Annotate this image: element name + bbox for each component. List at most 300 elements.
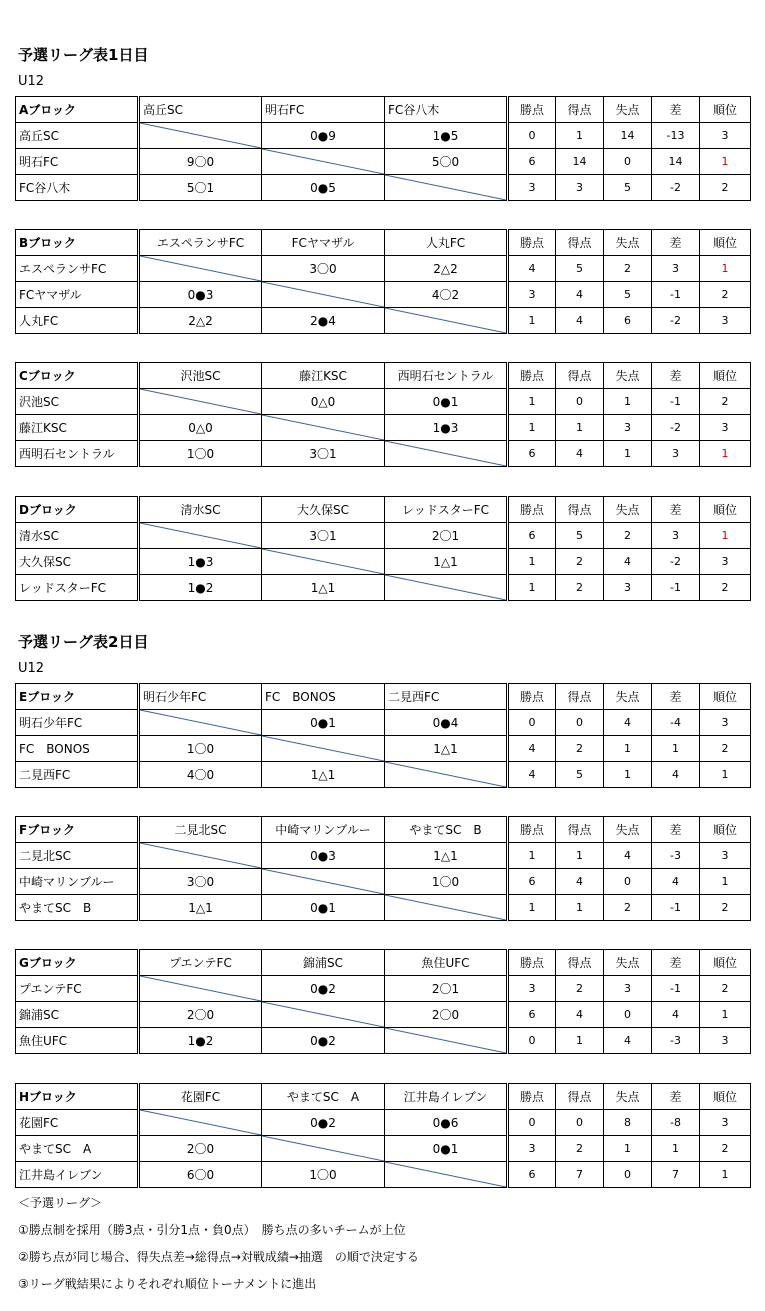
column-team-header: 大久保SC: [262, 497, 385, 523]
match-score: 0●5: [262, 175, 385, 201]
stat-header: 差: [652, 684, 700, 710]
diagonal-cell: [262, 149, 385, 175]
column-team-header: 江井島イレブン: [385, 1084, 508, 1110]
diagonal-line: [140, 710, 261, 735]
rank-cell: 1: [700, 149, 751, 175]
match-score: 1●5: [385, 123, 508, 149]
goals-for-cell: 2: [556, 575, 604, 601]
diagonal-line: [140, 1110, 261, 1135]
diagonal-line: [385, 308, 506, 333]
diagonal-cell: [262, 415, 385, 441]
block-name: Hブロック: [16, 1084, 139, 1110]
match-score: 0●6: [385, 1110, 508, 1136]
stat-header: 差: [652, 950, 700, 976]
match-score: 5〇1: [139, 175, 262, 201]
match-score: 2〇0: [139, 1136, 262, 1162]
goal-diff-cell: 4: [652, 762, 700, 788]
goals-for-cell: 4: [556, 1002, 604, 1028]
goal-diff-cell: -1: [652, 976, 700, 1002]
diagonal-line: [262, 149, 384, 174]
table-header-row: [16, 230, 751, 256]
diagonal-line: [140, 843, 261, 868]
row-team-name: 錦浦SC: [16, 1002, 139, 1028]
match-score: 4〇2: [385, 282, 508, 308]
match-score: 2〇1: [385, 976, 508, 1002]
row-team-name: 中崎マリンブルー: [16, 869, 139, 895]
diagonal-cell: [385, 762, 508, 788]
goals-against-cell: 0: [604, 869, 652, 895]
league-table-Dブロック: [15, 496, 751, 601]
points-cell: 1: [508, 895, 556, 921]
goal-diff-cell: -13: [652, 123, 700, 149]
table-row: [16, 1162, 751, 1188]
goals-for-cell: 0: [556, 1110, 604, 1136]
stat-header: 失点: [604, 950, 652, 976]
goals-for-cell: 2: [556, 1136, 604, 1162]
row-team-name: FC谷八木: [16, 175, 139, 201]
row-team-name: 高丘SC: [16, 123, 139, 149]
row-team-name: FC BONOS: [16, 736, 139, 762]
points-cell: 4: [508, 256, 556, 282]
stat-header: 失点: [604, 1084, 652, 1110]
stat-header: 勝点: [508, 1084, 556, 1110]
table-row: [16, 976, 751, 1002]
points-cell: 1: [508, 389, 556, 415]
table-row: [16, 710, 751, 736]
table-header-row: [16, 497, 751, 523]
rank-cell: 2: [700, 976, 751, 1002]
match-score: 0△0: [262, 389, 385, 415]
goals-for-cell: 4: [556, 282, 604, 308]
rank-cell: 1: [700, 869, 751, 895]
stat-header: 得点: [556, 684, 604, 710]
goals-for-cell: 5: [556, 256, 604, 282]
diagonal-line: [385, 575, 506, 600]
column-team-header: 高丘SC: [139, 97, 262, 123]
diagonal-line: [385, 1162, 506, 1187]
table-row: [16, 869, 751, 895]
match-score: 3〇0: [262, 256, 385, 282]
table-row: [16, 1136, 751, 1162]
match-score: 2△2: [385, 256, 508, 282]
goals-against-cell: 14: [604, 123, 652, 149]
table-row: [16, 762, 751, 788]
table-row: [16, 175, 751, 201]
column-team-header: 錦浦SC: [262, 950, 385, 976]
note-line-1: ①勝点制を採用（勝3点・引分1点・負0点） 勝ち点の多いチームが上位: [18, 1223, 406, 1237]
block-name: Gブロック: [16, 950, 139, 976]
stat-header: 順位: [700, 363, 751, 389]
match-score: 1△1: [385, 843, 508, 869]
goal-diff-cell: 3: [652, 256, 700, 282]
points-cell: 3: [508, 175, 556, 201]
diagonal-line: [385, 441, 506, 466]
rank-cell: 3: [700, 549, 751, 575]
stat-header: 得点: [556, 497, 604, 523]
diagonal-line: [262, 1136, 384, 1161]
points-cell: 1: [508, 843, 556, 869]
rank-cell: 1: [700, 762, 751, 788]
table-row: [16, 389, 751, 415]
points-cell: 1: [508, 549, 556, 575]
stat-header: 得点: [556, 97, 604, 123]
match-score: 6〇0: [139, 1162, 262, 1188]
column-team-header: レッドスターFC: [385, 497, 508, 523]
goals-against-cell: 4: [604, 843, 652, 869]
column-team-header: 西明石セントラル: [385, 363, 508, 389]
diagonal-line: [262, 282, 384, 307]
row-team-name: やまてSC A: [16, 1136, 139, 1162]
diagonal-cell: [262, 282, 385, 308]
row-team-name: レッドスターFC: [16, 575, 139, 601]
day-2-title: 予選リーグ表2日目: [18, 633, 149, 651]
goal-diff-cell: 1: [652, 736, 700, 762]
match-score: 3〇1: [262, 523, 385, 549]
match-score: 5〇0: [385, 149, 508, 175]
stat-header: 勝点: [508, 230, 556, 256]
match-score: 2△2: [139, 308, 262, 334]
goal-diff-cell: 4: [652, 1002, 700, 1028]
match-score: 1△1: [385, 736, 508, 762]
rank-cell: 2: [700, 575, 751, 601]
block-name: Bブロック: [16, 230, 139, 256]
diagonal-cell: [385, 1028, 508, 1054]
match-score: 1△1: [262, 762, 385, 788]
goals-against-cell: 6: [604, 308, 652, 334]
diagonal-cell: [139, 123, 262, 149]
stat-header: 失点: [604, 230, 652, 256]
rank-cell: 3: [700, 1110, 751, 1136]
league-table-Hブロック: [15, 1083, 751, 1188]
table-header-row: [16, 950, 751, 976]
diagonal-cell: [139, 976, 262, 1002]
goals-for-cell: 1: [556, 1028, 604, 1054]
table-row: [16, 523, 751, 549]
goal-diff-cell: -2: [652, 415, 700, 441]
diagonal-line: [385, 762, 506, 787]
row-team-name: 沢池SC: [16, 389, 139, 415]
stat-header: 差: [652, 817, 700, 843]
goal-diff-cell: -1: [652, 389, 700, 415]
stat-header: 得点: [556, 950, 604, 976]
diagonal-line: [140, 389, 261, 414]
points-cell: 0: [508, 710, 556, 736]
stat-header: 失点: [604, 497, 652, 523]
goals-for-cell: 7: [556, 1162, 604, 1188]
match-score: 1●3: [139, 549, 262, 575]
goals-against-cell: 5: [604, 282, 652, 308]
goal-diff-cell: -3: [652, 1028, 700, 1054]
day-2-age-label: U12: [18, 661, 45, 676]
table-row: [16, 256, 751, 282]
row-team-name: 明石少年FC: [16, 710, 139, 736]
match-score: 0●1: [262, 710, 385, 736]
rank-cell: 2: [700, 895, 751, 921]
diagonal-cell: [139, 523, 262, 549]
goal-diff-cell: -1: [652, 895, 700, 921]
points-cell: 1: [508, 308, 556, 334]
table-row: [16, 282, 751, 308]
match-score: 0●3: [139, 282, 262, 308]
goals-for-cell: 2: [556, 549, 604, 575]
table-header-row: [16, 1084, 751, 1110]
goals-for-cell: 4: [556, 869, 604, 895]
row-team-name: 西明石セントラル: [16, 441, 139, 467]
goal-diff-cell: -2: [652, 175, 700, 201]
league-table-Eブロック: [15, 683, 751, 788]
rank-cell: 3: [700, 123, 751, 149]
stat-header: 勝点: [508, 817, 556, 843]
diagonal-line: [140, 256, 261, 281]
notes-heading: ＜予選リーグ＞: [18, 1196, 103, 1210]
goals-for-cell: 2: [556, 976, 604, 1002]
points-cell: 3: [508, 976, 556, 1002]
goals-against-cell: 2: [604, 895, 652, 921]
stat-header: 差: [652, 497, 700, 523]
column-team-header: 魚住UFC: [385, 950, 508, 976]
points-cell: 6: [508, 149, 556, 175]
match-score: 2●4: [262, 308, 385, 334]
row-team-name: 二見北SC: [16, 843, 139, 869]
row-team-name: 大久保SC: [16, 549, 139, 575]
goals-against-cell: 1: [604, 762, 652, 788]
match-score: 2〇0: [139, 1002, 262, 1028]
row-team-name: やまてSC B: [16, 895, 139, 921]
goal-diff-cell: -2: [652, 308, 700, 334]
goals-for-cell: 1: [556, 895, 604, 921]
column-team-header: 二見西FC: [385, 684, 508, 710]
note-line-2: ②勝ち点が同じ場合、得失点差→総得点→対戦成績→抽選 の順で決定する: [18, 1250, 419, 1264]
table-row: [16, 1002, 751, 1028]
diagonal-cell: [385, 441, 508, 467]
match-score: 0●1: [385, 1136, 508, 1162]
stat-header: 失点: [604, 684, 652, 710]
goals-for-cell: 1: [556, 415, 604, 441]
goals-for-cell: 5: [556, 762, 604, 788]
rank-cell: 2: [700, 175, 751, 201]
goals-against-cell: 3: [604, 575, 652, 601]
points-cell: 1: [508, 415, 556, 441]
match-score: 1△1: [139, 895, 262, 921]
goals-for-cell: 4: [556, 308, 604, 334]
goal-diff-cell: 14: [652, 149, 700, 175]
goals-for-cell: 1: [556, 123, 604, 149]
block-name: Eブロック: [16, 684, 139, 710]
match-score: 3〇1: [262, 441, 385, 467]
column-team-header: 花園FC: [139, 1084, 262, 1110]
points-cell: 3: [508, 1136, 556, 1162]
table-row: [16, 308, 751, 334]
goal-diff-cell: 1: [652, 1136, 700, 1162]
stat-header: 得点: [556, 363, 604, 389]
row-team-name: 藤江KSC: [16, 415, 139, 441]
block-name: Fブロック: [16, 817, 139, 843]
match-score: 1〇0: [262, 1162, 385, 1188]
match-score: 2〇1: [385, 523, 508, 549]
match-score: 0●1: [385, 389, 508, 415]
goals-against-cell: 0: [604, 1002, 652, 1028]
stat-header: 得点: [556, 1084, 604, 1110]
table-row: [16, 895, 751, 921]
diagonal-cell: [385, 575, 508, 601]
match-score: 0●3: [262, 843, 385, 869]
stat-header: 順位: [700, 950, 751, 976]
day-1-age-label: U12: [18, 74, 45, 89]
stat-header: 差: [652, 97, 700, 123]
goals-against-cell: 0: [604, 1162, 652, 1188]
diagonal-line: [385, 1028, 506, 1053]
rank-cell: 1: [700, 441, 751, 467]
column-team-header: FCヤマザル: [262, 230, 385, 256]
goals-against-cell: 1: [604, 736, 652, 762]
rank-cell: 1: [700, 256, 751, 282]
diagonal-line: [140, 123, 261, 148]
goals-for-cell: 14: [556, 149, 604, 175]
stat-header: 勝点: [508, 684, 556, 710]
goal-diff-cell: 3: [652, 441, 700, 467]
match-score: 0●1: [262, 895, 385, 921]
column-team-header: 清水SC: [139, 497, 262, 523]
diagonal-cell: [385, 308, 508, 334]
column-team-header: FC谷八木: [385, 97, 508, 123]
goals-for-cell: 1: [556, 843, 604, 869]
table-header-row: [16, 363, 751, 389]
column-team-header: やまてSC A: [262, 1084, 385, 1110]
column-team-header: 明石FC: [262, 97, 385, 123]
stat-header: 順位: [700, 97, 751, 123]
column-team-header: 藤江KSC: [262, 363, 385, 389]
goal-diff-cell: -1: [652, 575, 700, 601]
column-team-header: FC BONOS: [262, 684, 385, 710]
table-row: [16, 549, 751, 575]
column-team-header: プエンテFC: [139, 950, 262, 976]
goals-for-cell: 2: [556, 736, 604, 762]
rank-cell: 3: [700, 308, 751, 334]
diagonal-line: [140, 976, 261, 1001]
points-cell: 0: [508, 1110, 556, 1136]
column-team-header: やまてSC B: [385, 817, 508, 843]
diagonal-cell: [262, 736, 385, 762]
row-team-name: 清水SC: [16, 523, 139, 549]
goals-against-cell: 4: [604, 1028, 652, 1054]
stat-header: 順位: [700, 497, 751, 523]
table-header-row: [16, 97, 751, 123]
points-cell: 6: [508, 1162, 556, 1188]
match-score: 1△1: [385, 549, 508, 575]
diagonal-line: [385, 175, 506, 200]
points-cell: 0: [508, 123, 556, 149]
goal-diff-cell: -1: [652, 282, 700, 308]
rank-cell: 3: [700, 710, 751, 736]
goals-against-cell: 1: [604, 1136, 652, 1162]
table-header-row: [16, 817, 751, 843]
stat-header: 失点: [604, 817, 652, 843]
match-score: 1●3: [385, 415, 508, 441]
points-cell: 6: [508, 441, 556, 467]
row-team-name: 人丸FC: [16, 308, 139, 334]
rank-cell: 3: [700, 843, 751, 869]
block-name: Cブロック: [16, 363, 139, 389]
match-score: 1△1: [262, 575, 385, 601]
stat-header: 失点: [604, 363, 652, 389]
rank-cell: 2: [700, 282, 751, 308]
match-score: 4〇0: [139, 762, 262, 788]
goal-diff-cell: -8: [652, 1110, 700, 1136]
row-team-name: プエンテFC: [16, 976, 139, 1002]
rank-cell: 1: [700, 1002, 751, 1028]
goal-diff-cell: 7: [652, 1162, 700, 1188]
league-table-Gブロック: [15, 949, 751, 1054]
goal-diff-cell: -2: [652, 549, 700, 575]
match-score: 9〇0: [139, 149, 262, 175]
match-score: 0●2: [262, 976, 385, 1002]
goals-against-cell: 4: [604, 549, 652, 575]
points-cell: 3: [508, 282, 556, 308]
stat-header: 順位: [700, 684, 751, 710]
notes-section: [18, 1192, 419, 1300]
league-table-Aブロック: [15, 96, 751, 201]
row-team-name: 二見西FC: [16, 762, 139, 788]
goals-against-cell: 3: [604, 415, 652, 441]
diagonal-cell: [262, 549, 385, 575]
diagonal-cell: [385, 1162, 508, 1188]
table-row: [16, 575, 751, 601]
stat-header: 勝点: [508, 950, 556, 976]
stat-header: 勝点: [508, 97, 556, 123]
match-score: 3〇0: [139, 869, 262, 895]
stat-header: 勝点: [508, 363, 556, 389]
goals-against-cell: 4: [604, 710, 652, 736]
match-score: 1●2: [139, 575, 262, 601]
match-score: 0●4: [385, 710, 508, 736]
diagonal-line: [262, 415, 384, 440]
column-team-header: 人丸FC: [385, 230, 508, 256]
stat-header: 順位: [700, 230, 751, 256]
match-score: 1〇0: [139, 441, 262, 467]
points-cell: 6: [508, 1002, 556, 1028]
stat-header: 順位: [700, 1084, 751, 1110]
row-team-name: 明石FC: [16, 149, 139, 175]
goals-for-cell: 4: [556, 441, 604, 467]
goals-for-cell: 3: [556, 175, 604, 201]
goals-against-cell: 1: [604, 441, 652, 467]
goals-against-cell: 2: [604, 256, 652, 282]
rank-cell: 3: [700, 1028, 751, 1054]
diagonal-cell: [139, 843, 262, 869]
diagonal-line: [140, 523, 261, 548]
diagonal-cell: [385, 175, 508, 201]
stat-header: 失点: [604, 97, 652, 123]
points-cell: 6: [508, 869, 556, 895]
block-name: Dブロック: [16, 497, 139, 523]
table-row: [16, 149, 751, 175]
table-header-row: [16, 684, 751, 710]
diagonal-cell: [262, 1136, 385, 1162]
diagonal-cell: [139, 1110, 262, 1136]
rank-cell: 2: [700, 1136, 751, 1162]
row-team-name: 江井島イレブン: [16, 1162, 139, 1188]
goals-against-cell: 8: [604, 1110, 652, 1136]
league-table-Fブロック: [15, 816, 751, 921]
goals-against-cell: 5: [604, 175, 652, 201]
day-1-title: 予選リーグ表1日目: [18, 46, 149, 64]
match-score: 1〇0: [139, 736, 262, 762]
column-team-header: 沢池SC: [139, 363, 262, 389]
stat-header: 順位: [700, 817, 751, 843]
table-row: [16, 123, 751, 149]
column-team-header: エスペランサFC: [139, 230, 262, 256]
points-cell: 0: [508, 1028, 556, 1054]
